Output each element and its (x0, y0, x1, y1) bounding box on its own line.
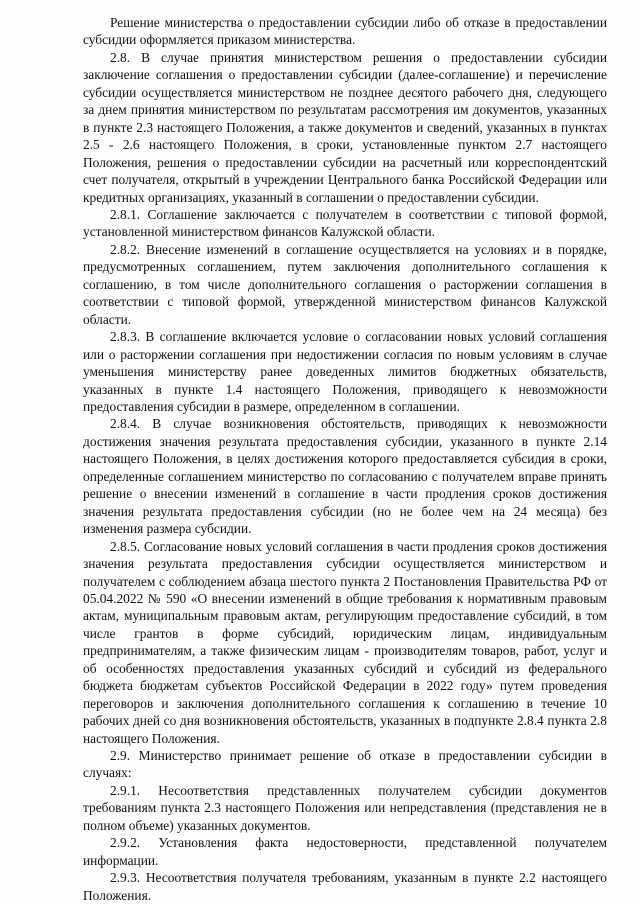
paragraph-2-9-3: 2.9.3. Несоответствия получателя требованиям, указанным в пункте 2.2 настоящего Положения. (83, 870, 607, 903)
paragraph-2-8: 2.8. В случае принятия министерством решения о предоставлении субсидии заключение соглашения о предоставлении субсидии (далее-соглашение) и перечисление субсидии осуществляется министерством не позднее десятого рабочего дня, следующего за днем принятия министерством по результатам рассмотрения им документов, указанных в пункте 2.3 настоящего Положения, а также документов и сведений, указанных в пунктах 2.5 - 2.6 настоящего Положения, в сроки, установленные пунктом 2.7 настоящего Положения, решения о предоставлении субсидии на расчетный или корреспондентский счет получателя, открытый в учреждении Центрального банка Российской Федерации или кредитных организациях, указанный в соглашении о предоставлении субсидии. (83, 49, 607, 205)
paragraph-2-8-5: 2.8.5. Согласование новых условий соглашения в части продления сроков достижения значения результата предоставления субсидии осуществляется министерством и получателем с соблюдением абзаца шестого пункта 2 Постановления Правительства РФ от 05.04.2022 № 590 «О внесении изменений в общие требования к нормативным правовым актам, муниципальным правовым актам, регулирующим предоставление субсидий, в том числе грантов в форме субсидий, юридическим лицам, индивидуальным предпринимателям, а также физическим лицам - производителям товаров, работ, услуг и об особенностях предоставления указанных субсидий и субсидий из федерального бюджета бюджетам субъектов Российской Федерации в 2022 году» путем проведения переговоров и заключения дополнительного соглашения к соглашению в течение 10 рабочих дней со дня возникновения обстоятельств, указанных в подпункте 2.8.4 пункта 2.8 настоящего Положения. (83, 538, 607, 746)
paragraph-2-8-3: 2.8.3. В соглашение включается условие о согласовании новых условий соглашения или о расторжении соглашения при недостижении согласия по новым условиям в случае уменьшения министерству ранее доведенных лимитов бюджетных обязательств, указанных в пункте 1.4 настоящего Положения, приводящего к невозможности предоставления субсидии в размере, определенном в соглашении. (83, 329, 607, 414)
paragraph-2-9: 2.9. Министерство принимает решение об отказе в предоставлении субсидии в случаях: (83, 748, 607, 781)
document-body (83, 14, 607, 904)
paragraph-decision-formalization: Решение министерства о предоставлении субсидии либо об отказе в предоставлении субсидии оформляется приказом министерства. (83, 15, 607, 48)
paragraph-2-9-2: 2.9.2. Установления факта недостоверности, представленной получателем информации. (83, 835, 607, 868)
paragraph-2-8-2: 2.8.2. Внесение изменений в соглашение осуществляется на условиях и в порядке, предусмотренных соглашением, путем заключения дополнительного соглашения к соглашению, в том числе дополнительного соглашения о расторжении соглашения в соответствии с типовой формой, утвержденной министерством финансов Калужской области. (83, 241, 607, 327)
paragraph-2-8-4: 2.8.4. В случае возникновения обстоятельств, приводящих к невозможности достижения значения результата предоставления субсидии, указанного в пункте 2.14 настоящего Положения, в целях достижения которого предоставляется субсидия в сроки, определенные соглашением министерство по согласованию с получателем вправе принять решение о внесении изменений в соглашение в части продления сроков достижения значения результата предоставления субсидии (но не более чем на 24 месяца) без изменения размера субсидии. (83, 416, 607, 537)
paragraph-2-8-1: 2.8.1. Соглашение заключается с получателем в соответствии с типовой формой, установленной министерством финансов Калужской области. (83, 206, 607, 240)
paragraph-2-9-1: 2.9.1. Несоответствия представленных получателем субсидии документов требованиям пункта 2.3 настоящего Положения или непредставления (представления не в полном объеме) указанных документов. (83, 782, 607, 833)
